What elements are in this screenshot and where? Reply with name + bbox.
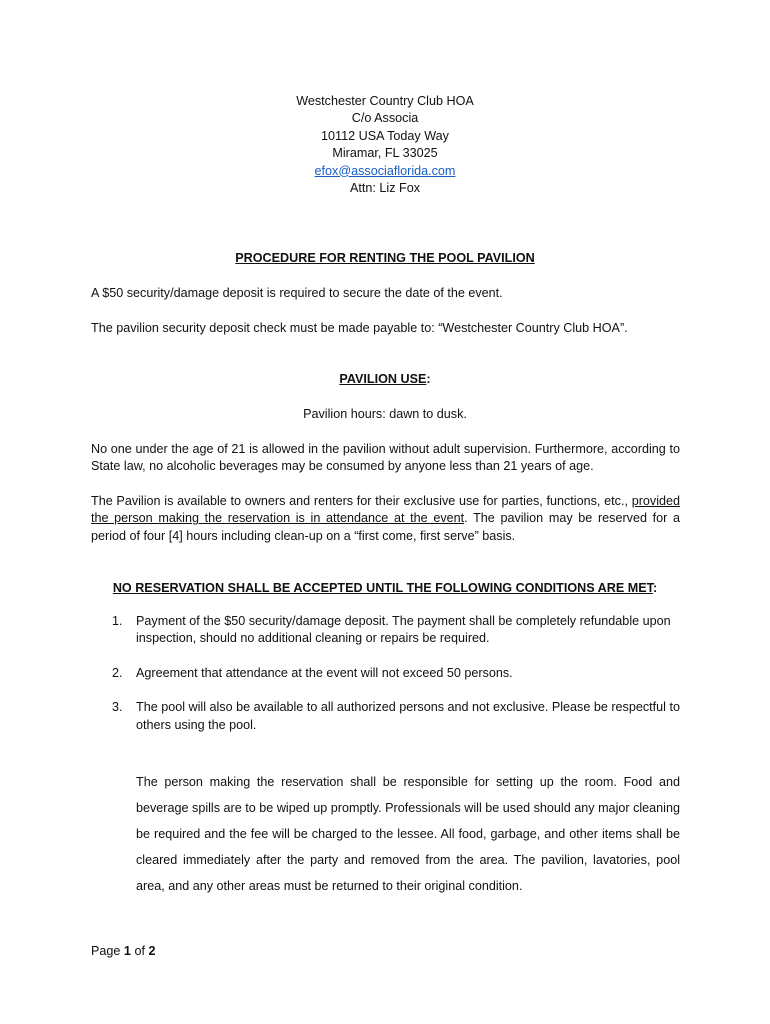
conditions-heading-text: NO RESERVATION SHALL BE ACCEPTED UNTIL THE FOLLOWING CONDITIONS ARE MET (112, 581, 653, 595)
email-link[interactable]: efox@associaflorida.com (314, 163, 456, 178)
availability-paragraph (91, 493, 680, 545)
address-care-of: C/o Associa (351, 111, 419, 126)
of-word: of (134, 944, 145, 958)
list-item (91, 665, 680, 682)
list-item-text: Agreement that attendance at the event will not exceed 50 persons. (136, 665, 513, 680)
current-page-number: 1 (123, 944, 131, 958)
conditions-heading (0, 580, 770, 597)
pavilion-use-heading-colon: : (426, 372, 431, 386)
list-item (91, 613, 680, 648)
list-item-number: 3. (112, 700, 123, 715)
pavilion-use-heading-text: PAVILION USE (339, 372, 427, 386)
check-payable-paragraph: The pavilion security deposit check must be made payable to: “Westchester Country Club HOA”. (91, 321, 628, 335)
list-item-text: The pool will also be available to all authorized persons and not exclusive. Please be respectful to others using the pool. (136, 700, 680, 732)
age-restriction-paragraph: No one under the age of 21 is allowed in the pavilion without adult supervision. Furthermore, according to State law, no alcoholic beverages may be consumed by anyone less than 21 years of age. (91, 442, 680, 474)
deposit-paragraph: A $50 security/damage deposit is required to secure the date of the event. (91, 286, 503, 300)
list-item-number: 2. (112, 665, 123, 680)
closing-paragraph: The person making the reservation shall be responsible for setting up the room. Food and beverage spills are to be wiped up promptly. Professionals will be used should any major cleaning be required and the fee will be charged to the lessee. All food, garbage, and other items shall be cleared immediately after the party and removed from the area. The pavilion, lavatories, pool area, and any other areas must be returned to their original condition. (136, 775, 680, 893)
document-title (0, 250, 770, 267)
address-attention: Attn: Liz Fox (350, 180, 420, 195)
availability-text-1: The Pavilion is available to owners and renters for their exclusive use for parties, functions, etc., (91, 494, 628, 508)
address-org: Westchester Country Club HOA (296, 94, 474, 108)
pavilion-use-heading (0, 371, 770, 388)
conditions-list (91, 613, 680, 751)
pavilion-hours: Pavilion hours: dawn to dusk. (303, 407, 467, 421)
total-page-count: 2 (148, 944, 156, 958)
list-item (91, 699, 680, 734)
page-footer (91, 943, 155, 960)
address-street: 10112 USA Today Way (321, 128, 449, 143)
availability-underlined-text: provided the person making the reservation is in attendance at the event (91, 494, 681, 526)
address-city: Miramar, FL 33025 (332, 146, 438, 161)
availability-text-2: . The pavilion may be reserved for a period of four [4] hours including clean-up on a “first come, first serve” basis. (91, 511, 680, 543)
conditions-heading-colon: : (652, 581, 658, 595)
document-title-text: PROCEDURE FOR RENTING THE POOL PAVILION (235, 251, 535, 265)
list-item-number: 1. (112, 614, 123, 628)
address-block (0, 93, 770, 197)
list-item-text: Payment of the $50 security/damage deposit. The payment shall be completely refundable upon inspection, should no additional cleaning or repairs be required. (136, 614, 671, 646)
page-word: Page (91, 944, 121, 958)
